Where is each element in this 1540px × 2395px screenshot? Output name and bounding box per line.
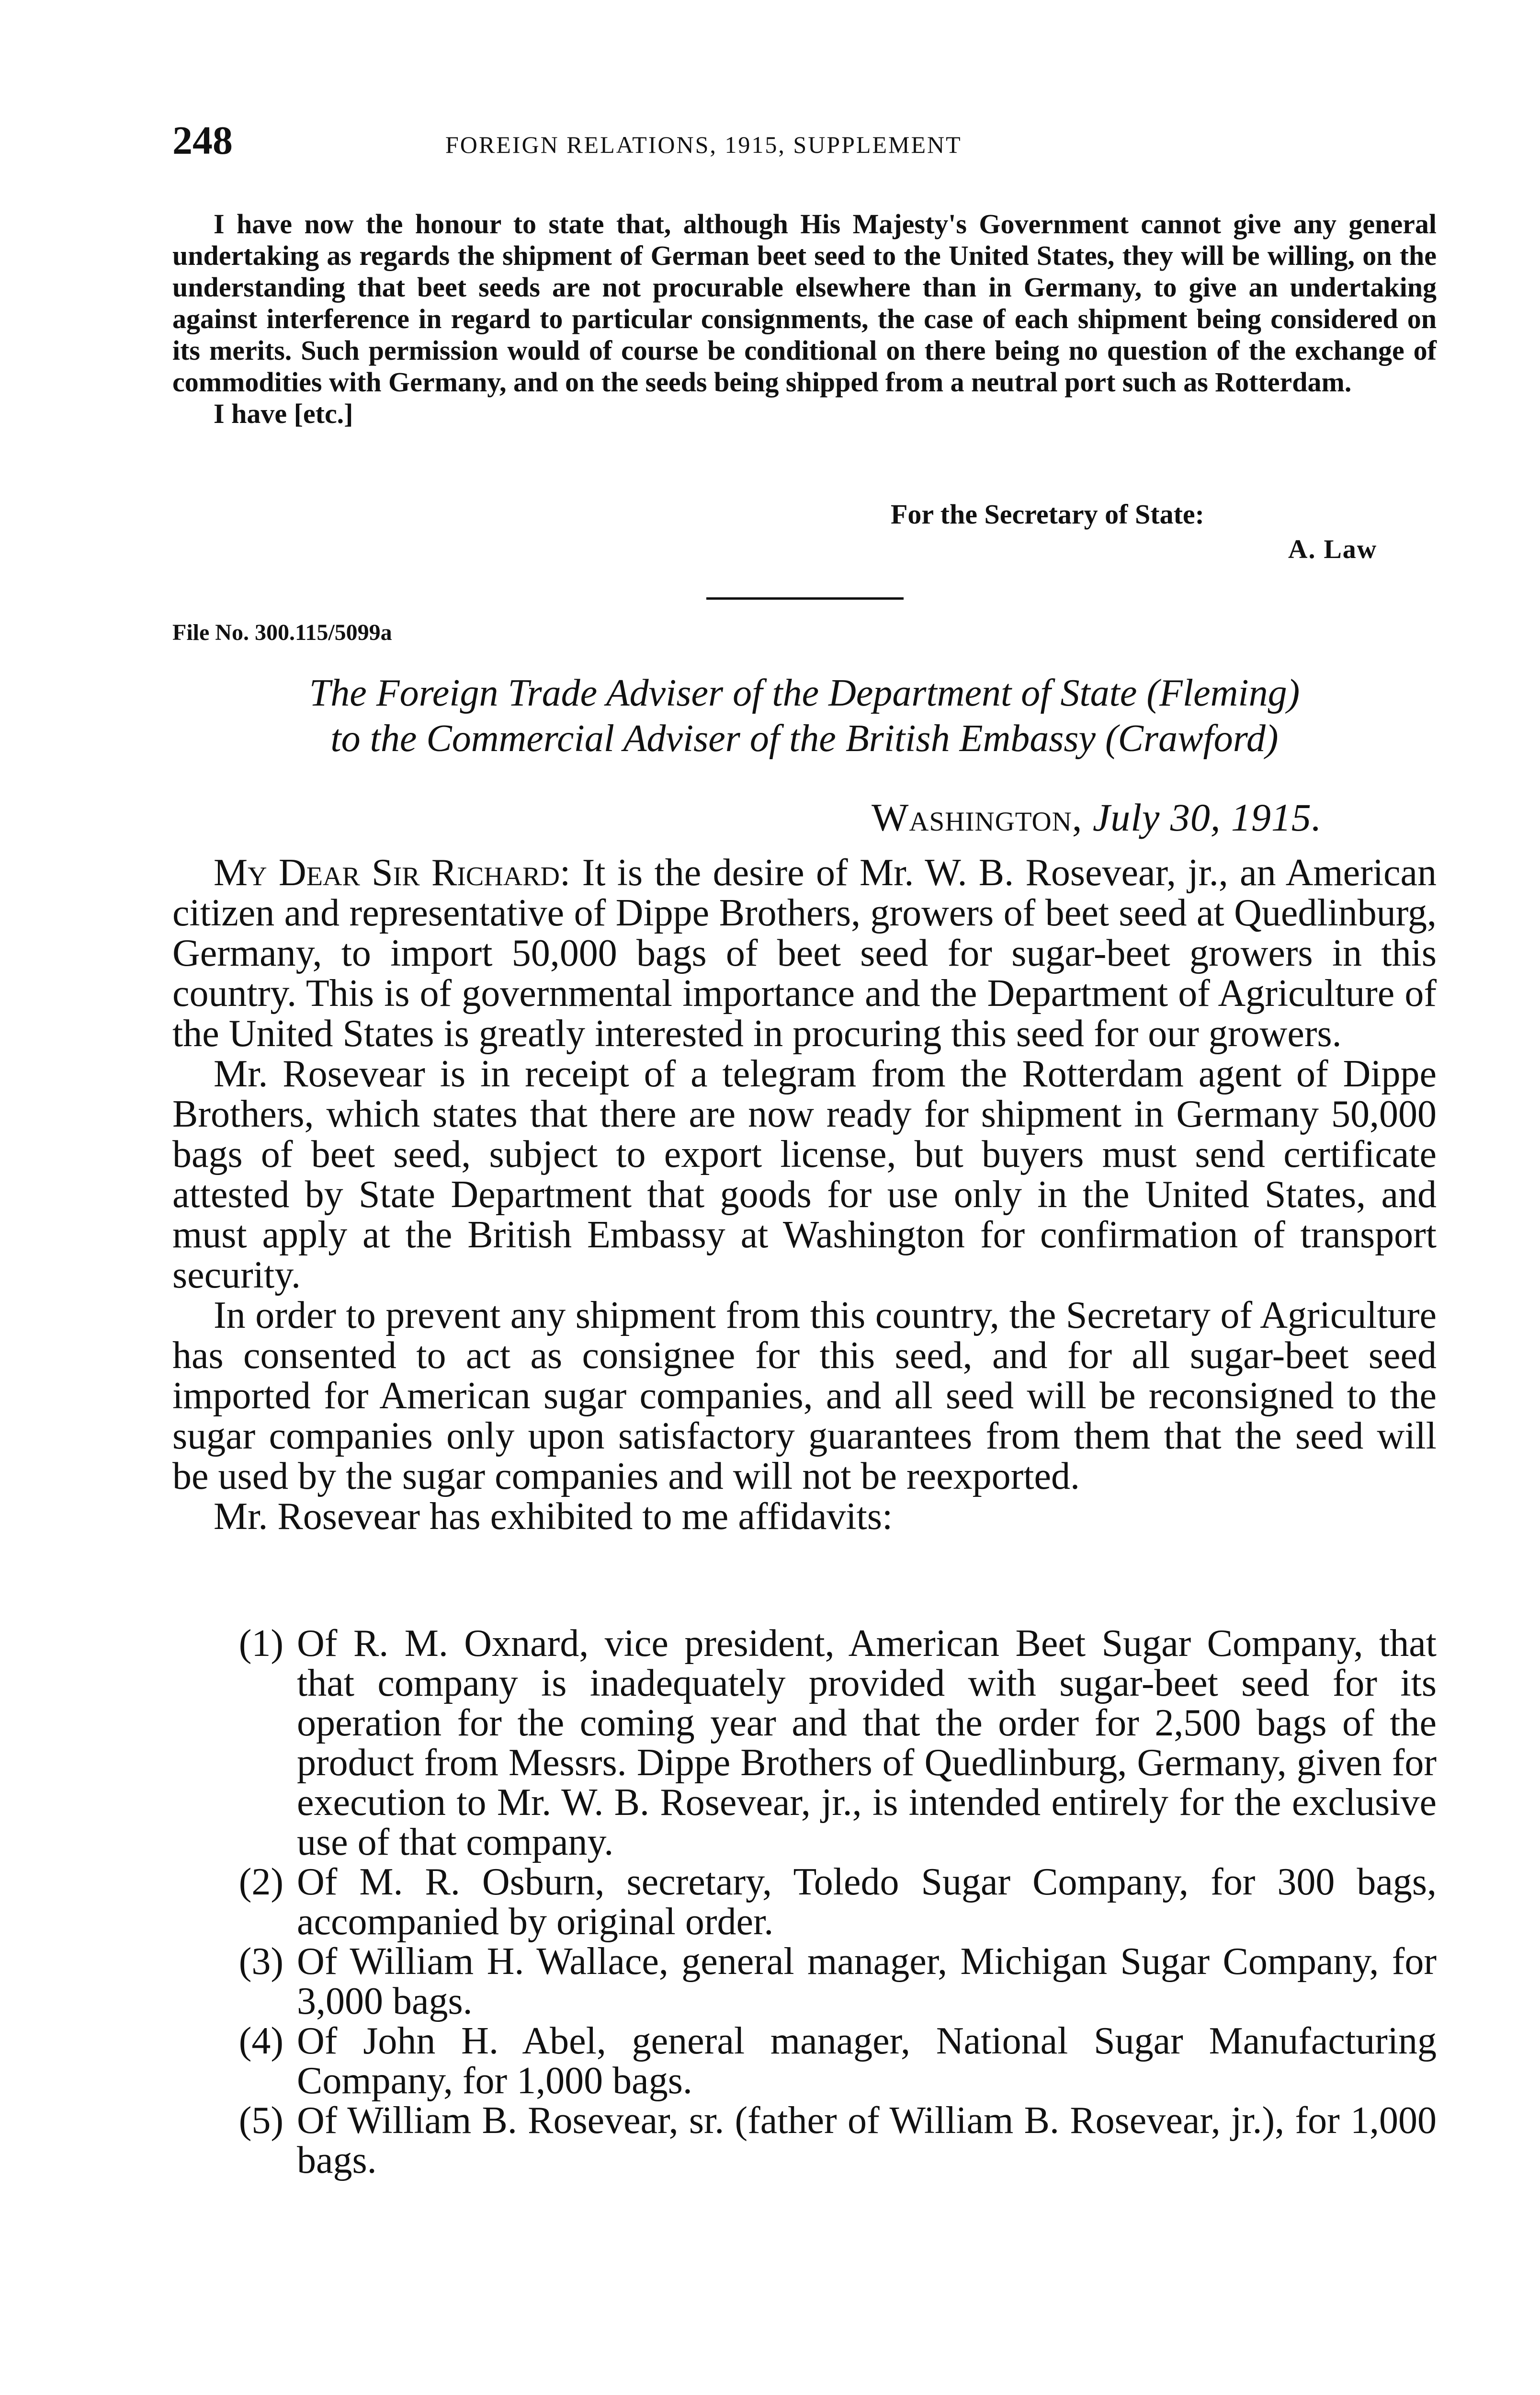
letter-paragraph-4: Mr. Rosevear has exhibited to me affidavits:: [214, 1495, 893, 1538]
list-item-text: Of John H. Abel, general manager, National Sugar Manufacturing Company, for 1,000 bags.: [297, 2020, 1437, 2102]
dateline-place: Washington,: [872, 796, 1083, 839]
letter-paragraph-3: In order to prevent any shipment from this country, the Secretary of Agriculture has consented to act as consignee for this seed, and for all sugar-beet seed imported for American sugar companies, and all seed will be reconsigned to the sugar companies only upon satisfactory guarantees from them that the seed will be used by the sugar companies and will not be reexported.: [172, 1294, 1437, 1497]
letter-body: [172, 853, 1437, 1537]
list-item: [172, 1942, 1437, 2021]
affidavit-list: [172, 1624, 1437, 2180]
running-head: [172, 117, 1437, 170]
previous-letter-closing: I have [etc.]: [214, 398, 353, 429]
signature-name: A. Law: [1288, 535, 1378, 564]
list-item-text: Of William H. Wallace, general manager, Michigan Sugar Company, for 3,000 bags.: [297, 1940, 1437, 2022]
list-item-text: Of M. R. Osburn, secretary, Toledo Sugar Company, for 300 bags, accompanied by original order.: [297, 1861, 1437, 1943]
list-item-number: (5): [238, 2099, 283, 2142]
list-item: [172, 2101, 1437, 2180]
list-item-number: (2): [238, 1861, 283, 1903]
document-heading: [172, 671, 1437, 762]
running-title: FOREIGN RELATIONS, 1915, SUPPLEMENT: [445, 131, 962, 158]
letter-paragraph-1: [172, 853, 1437, 1054]
letter-paragraph-2: Mr. Rosevear is in receipt of a telegram from the Rotterdam agent of Dippe Brothers, which states that there are now ready for shipment in Germany 50,000 bags of beet seed, subject to export license, but buyers must send certificate attested by State Department that goods for use only in the United States, and must apply at the British Embassy at Washington for confirmation of transport security.: [172, 1053, 1437, 1296]
list-item: [172, 2021, 1437, 2101]
list-item-number: (3): [238, 1940, 283, 1983]
letter-paragraph-1-text: It is the desire of Mr. W. B. Rosevear, jr., an American citizen and representative of Dippe Brothers, growers of beet seed at Quedlinburg, Germany, to import 50,000 bags of beet seed for sugar-beet growers in this country. This is of governmental importance and the Department of Agriculture of the United States is greatly interested in procuring this seed for our growers.: [172, 852, 1437, 1055]
list-item: [172, 1624, 1437, 1862]
previous-letter-body: [172, 208, 1437, 430]
salutation: My Dear Sir Richard:: [214, 852, 571, 894]
list-item-number: (1): [238, 1622, 283, 1665]
heading-line-1: The Foreign Trade Adviser of the Department of State (Fleming): [309, 672, 1300, 714]
list-item-text: Of William B. Rosevear, sr. (father of William B. Rosevear, jr.), for 1,000 bags.: [297, 2099, 1437, 2181]
section-divider: [706, 597, 904, 600]
heading-line-2: to the Commercial Adviser of the British Embassy (Crawford): [330, 718, 1279, 760]
list-item-number: (4): [238, 2020, 283, 2062]
file-number: File No. 300.115/5099a: [172, 620, 392, 645]
dateline-date: July 30, 1915.: [1092, 796, 1322, 839]
list-item: [172, 1862, 1437, 1942]
dateline: [872, 795, 1322, 840]
previous-letter-paragraph: I have now the honour to state that, although His Majesty's Government cannot give any general undertaking as regards the shipment of German beet seed to the United States, they will be willing, on the understanding that beet seeds are not procurable elsewhere than in Germany, to give an undertaking against interference in regard to particular consignments, the case of each shipment being considered on its merits. Such permission would of course be conditional on there being no question of the exchange of commodities with Germany, and on the seeds being shipped from a neutral port such as Rotterdam.: [172, 208, 1437, 398]
signature-lead: For the Secretary of State:: [891, 499, 1204, 530]
list-item-text: Of R. M. Oxnard, vice president, American Beet Sugar Company, that that company is inadequately provided with sugar-beet seed for its operation for the coming year and that the order for 2,500 bags of the product from Messrs. Dippe Brothers of Quedlinburg, Germany, given for execution to Mr. W. B. Rosevear, jr., is intended entirely for the exclusive use of that company.: [297, 1622, 1437, 1863]
page-number: 248: [172, 118, 233, 163]
